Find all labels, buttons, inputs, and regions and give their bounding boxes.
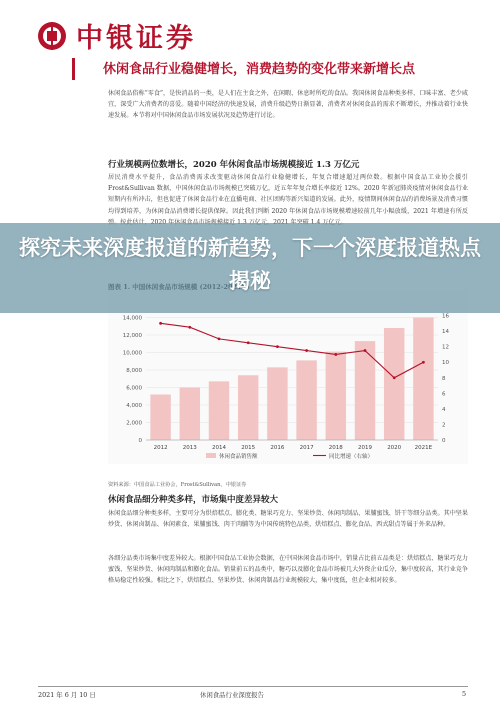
y-right-tick-label: 12 [442,344,449,351]
y-right-tick-label: 16 [442,313,449,320]
legend-bar-swatch [206,453,216,458]
y-tick-label: 4,000 [126,403,142,409]
growth-point [159,322,162,325]
bar [180,388,200,441]
growth-point [422,361,425,364]
page-header [0,0,500,58]
y-right-tick-label: 0 [442,438,446,444]
footer-title: 休闲食品行业深度报告 [200,691,264,699]
y-right-tick-label: 2 [442,422,446,429]
growth-point [247,341,250,344]
bar [209,381,229,440]
bar [238,375,258,440]
growth-point [393,376,396,379]
y-tick-label: 0 [138,438,142,444]
y-tick-label: 12,000 [122,333,142,339]
growth-line [161,323,424,377]
y-right-tick-label: 6 [442,391,446,398]
x-tick-label: 2012 [153,445,168,451]
section1-paragraph: 居民消费水平提升，食品消费需求改变驱动休闲食品行业稳健增长，年复合增速超过两位数。根据中国食品工业协会援引 Frost&Sullivan 数据，中国休闲食品市场规模已突破万亿，近五年年复合增长率接近 12%。2020 年新冠肺炎疫情对休闲食品行业短期内有所冲击，但也促进了休闲食品行业在直播电商、社区团购等新兴渠道的发展。此外，疫情期间休闲食品的消费场景及消费习惯均得到培养，为休闲食品消费增长提供保障。因此我们判断 2020 年休闲食品市场规模增速较前几年小幅放缓，2021 年增速有所反 [108,174,468,215]
x-tick-label: 2016 [270,445,285,451]
bar [150,395,170,441]
section-title-bar [72,58,458,80]
section-title: 休闲食品行业稳健增长，消费趋势的变化带来新增长点 [103,62,416,77]
growth-point [188,326,191,329]
growth-point [364,349,367,352]
x-tick-label: 2015 [241,445,256,451]
chart-area [108,290,468,464]
market-size-chart [108,290,468,464]
x-tick-label: 2019 [358,445,372,451]
y-right-tick-label: 4 [442,406,446,413]
y-right-tick-label: 14 [442,329,449,336]
bar [326,352,346,440]
footer-divider [38,686,468,687]
section2-heading: 休闲食品细分种类多样，市场集中度差异较大 [108,495,279,505]
x-tick-label: 2021E [414,445,433,451]
bar [267,367,287,440]
intro-paragraph: 休闲食品俗称“零食”，是快消品的一类，是人们在主食之外，在闲暇、休息时所吃的食品。我国休闲食品种类多样、口味丰富、老少咸宜，深受广大消费者的喜爱。随着中国经济的快速发展，消费升级趋势日渐显著，消费者对休闲食品的需求不断增长，并推动着行业快速发展。本节将对中国休闲食品市场发展状况及趋势进行讨论。 [108,90,468,120]
x-tick-label: 2013 [182,445,197,451]
legend-bar-label: 休闲食品销售额 [219,454,258,460]
growth-point [218,337,221,340]
footer-date: 2021 年 6 月 10 日 [38,691,96,699]
y-tick-label: 2,000 [126,420,142,427]
bar [296,360,316,440]
section2-paragraph-2: 各细分品类市场集中度差异较大。根据中国食品工业协会数据，在中国休闲食品市场中，销量占比前五品类是：烘焙糕点、糖果巧克力蜜饯、坚果炒货、休闲肉制品和膨化食品。销量前五的品类中，糖巧以及膨化食品市场被几大外资企业瓜分，集中度较高，其行业竞争格局稳定性较强。相比之下，烘焙糕点、坚果炒货、休闲肉制品行业规模较大，集中度低，但企业相对较多。 [108,555,468,585]
bank-logo-icon [38,22,66,50]
y-tick-label: 14,000 [122,315,142,322]
overlay-headline: 探究未来深度报道的新趋势，下一个深度报道热点揭秘 [19,236,481,293]
x-tick-label: 2014 [212,445,226,451]
y-tick-label: 10,000 [122,350,142,357]
growth-point [334,353,337,356]
brand-logo [38,16,196,55]
legend-line-label: 同比增速（右轴） [329,454,374,460]
x-tick-label: 2018 [328,445,343,451]
chart-source: 资料来源：中国食品工业协会，Frost&Sullivan，中银证券 [108,482,247,488]
x-tick-label: 2017 [299,445,314,451]
bar [355,341,375,440]
growth-point [305,349,308,352]
x-tick-label: 2020 [387,445,402,451]
page-number: 5 [462,690,467,698]
growth-point [276,345,279,348]
y-right-tick-label: 8 [442,375,446,382]
section2-paragraph-1: 休闲食品细分种类多样，主要可分为烘焙糕点、膨化类、糖果巧克力、坚果炒货、休闲肉制品、果脯蜜饯、饼干等细分品类。其中坚果炒货、休闲卤制品、休闲素食、果脯蜜饯、肉干肉脯等为中国传统特色品类，烘焙糕点、膨化食品、西式甜点等属于外来品种。 [108,510,468,529]
y-tick-label: 6,000 [126,385,142,392]
brand-name: 中银证券 [76,23,196,54]
section1-heading: 行业规模两位数增长，2020 年休闲食品市场规模接近 1.3 万亿元 [108,160,360,170]
bar [384,328,404,440]
y-tick-label: 8,000 [126,368,142,374]
bar [413,318,433,441]
y-right-tick-label: 10 [442,360,449,367]
